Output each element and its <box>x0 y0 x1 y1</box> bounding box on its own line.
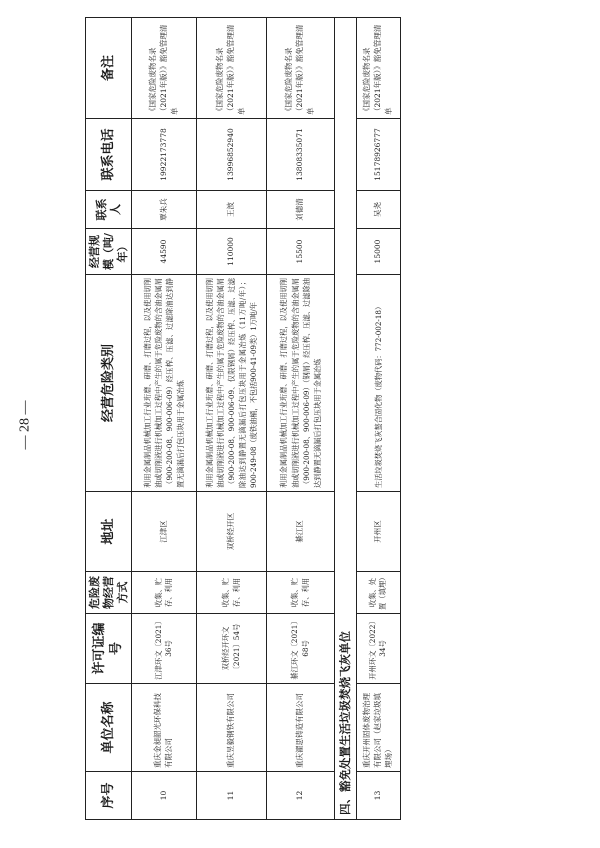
cell-category: 利用金属制品机械加工行业珩磨、研磨、打磨过程，以及使用切削油或切削液进行机械加工过程中产生的属于危险废物的含油金属屑（900-200-08、900-006-09）经压榨、压滤、过滤除油达到静置无滴漏后打包压块用于金属冶炼 <box>132 275 197 492</box>
rotated-table-inner <box>85 18 464 820</box>
cell-seq: 11 <box>197 772 267 820</box>
header-scale: 经营规模（吨/年） <box>86 229 132 275</box>
header-unit: 单位名称 <box>86 684 132 772</box>
section-4-title: 四、豁免处置生活垃圾焚烧飞灰单位 <box>335 18 357 820</box>
cell-phone: 19922173778 <box>132 119 197 191</box>
cell-address: 江津区 <box>132 492 197 572</box>
cell-scale: 110000 <box>197 229 267 275</box>
cell-category: 生活垃圾焚烧飞灰螯合固化物（废物代码：772-002-18） <box>356 275 400 492</box>
header-method: 危险废物经营方式 <box>86 572 132 614</box>
header-note: 备注 <box>86 18 132 119</box>
cell-scale: 15500 <box>267 229 335 275</box>
cell-permit: 綦江环文〔2021〕68号 <box>267 614 335 684</box>
cell-category: 利用金属制品机械加工行业珩磨、研磨、打磨过程，以及使用切削油或切削液进行机械加工过程中产生的属于危险废物的含油金属屑（900-200-08、900-006-09、仅限钢屑）经压榨、压滤、过滤除油达到静置无滴漏后打包压块用于金属冶炼（11万吨/年）；900-249-08（废铁油桶，不包括900-41-09类）1万吨/年 <box>197 275 267 492</box>
cell-method: 收集、贮存、利用 <box>132 572 197 614</box>
cell-address: 綦江区 <box>267 492 335 572</box>
cell-method: 收集、贮存、利用 <box>197 572 267 614</box>
cell-phone: 13808335071 <box>267 119 335 191</box>
section-heading-row <box>335 18 357 820</box>
table-row <box>267 18 335 820</box>
table-row <box>356 18 400 820</box>
cell-note: 《国家危险废物名录（2021年版）》豁免管理清单 <box>356 18 400 119</box>
header-phone: 联系电话 <box>86 119 132 191</box>
cell-contact: 王波 <box>197 191 267 229</box>
cell-unit: 重庆金昶韶光环保科技有限公司 <box>132 684 197 772</box>
cell-permit: 双桥经开环文〔2021〕54号 <box>197 614 267 684</box>
header-address: 地址 <box>86 492 132 572</box>
cell-method: 收集、贮存、利用 <box>267 572 335 614</box>
cell-note: 《国家危险废物名录（2021年版）》豁免管理清单 <box>197 18 267 119</box>
cell-address: 双桥经开区 <box>197 492 267 572</box>
cell-phone: 15178926777 <box>356 119 400 191</box>
cell-method: 收集、处置（填埋） <box>356 572 400 614</box>
cell-note: 《国家危险废物名录（2021年版）》豁免管理清单 <box>267 18 335 119</box>
header-seq: 序号 <box>86 772 132 820</box>
cell-contact: 覃朱兵 <box>132 191 197 229</box>
cell-seq: 13 <box>356 772 400 820</box>
cell-contact: 刘德清 <box>267 191 335 229</box>
rotated-table-area <box>85 18 600 815</box>
cell-permit: 江津环文〔2021〕36号 <box>132 614 197 684</box>
cell-note: 《国家危险废物名录（2021年版）》豁免管理清单 <box>132 18 197 119</box>
table-header-row <box>86 18 132 820</box>
cell-category: 利用金属制品机械加工行业珩磨、研磨、打磨过程，以及使用切削油或切削液进行机械加工过程中产生的属于危险废物的含油金属屑（900-200-08、900-006-09）（钢屑）经压榨、压滤、过滤除油达到静置无滴漏后打包压块用于金属冶炼 <box>267 275 335 492</box>
cell-unit: 重庆昱毅钢铁有限公司 <box>197 684 267 772</box>
cell-unit: 重庆开州固体废物治理有限公司（赵家垃圾填埋场） <box>356 684 400 772</box>
cell-permit: 开州环文〔2022〕34号 <box>356 614 400 684</box>
cell-unit: 重庆濯思铸造有限公司 <box>267 684 335 772</box>
header-contact: 联系人 <box>86 191 132 229</box>
page-number-text: — 28 — <box>17 400 32 450</box>
page-number <box>10 400 40 450</box>
cell-contact: 吴尧 <box>356 191 400 229</box>
header-permit: 许可证编号 <box>86 614 132 684</box>
cell-phone: 13996852940 <box>197 119 267 191</box>
table-row <box>197 18 267 820</box>
cell-address: 开州区 <box>356 492 400 572</box>
header-category: 经营危险类别 <box>86 275 132 492</box>
cell-scale: 15000 <box>356 229 400 275</box>
cell-seq: 10 <box>132 772 197 820</box>
cell-scale: 44590 <box>132 229 197 275</box>
licensed-units-table <box>85 17 401 820</box>
table-row <box>132 18 197 820</box>
cell-seq: 12 <box>267 772 335 820</box>
